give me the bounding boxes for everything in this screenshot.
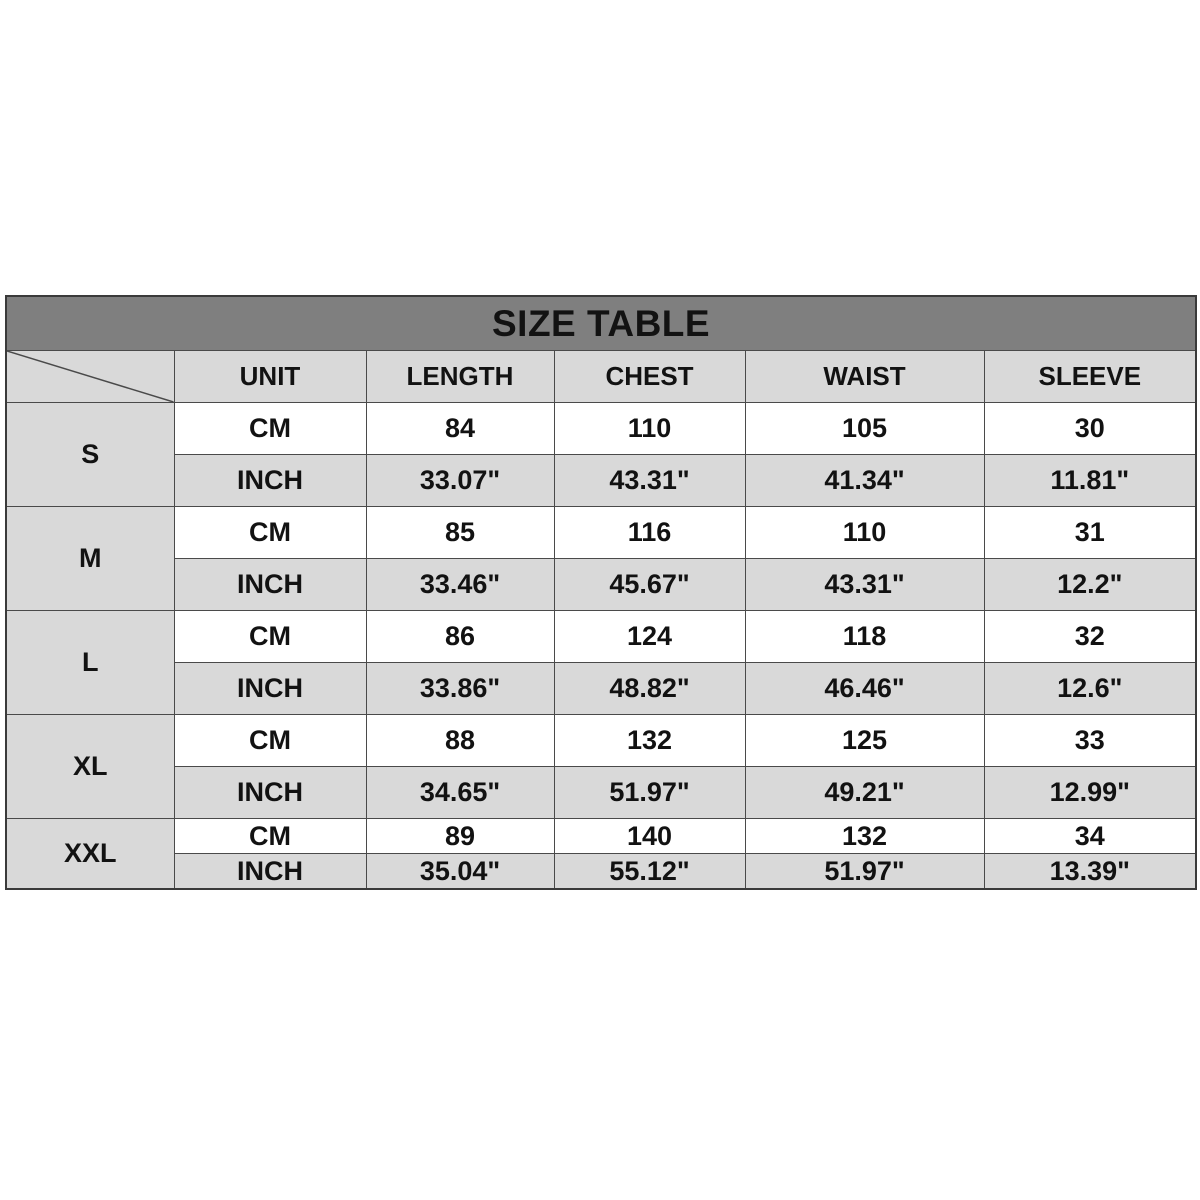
cell-xxl-cm-sleeve: 34 [984,819,1196,854]
cell-m-cm-sleeve: 31 [984,507,1196,559]
col-header-unit: UNIT [174,351,366,403]
cell-s-inch-length: 33.07" [366,455,554,507]
size-label-xl: XL [6,715,174,819]
diagonal-line-icon [7,351,174,402]
title-row [6,296,1196,351]
size-label-m: M [6,507,174,611]
table-row [6,715,1196,767]
cell-l-inch-length: 33.86" [366,663,554,715]
unit-label: INCH [174,455,366,507]
cell-s-cm-waist: 105 [745,403,984,455]
cell-l-inch-sleeve: 12.6" [984,663,1196,715]
cell-xl-inch-sleeve: 12.99" [984,767,1196,819]
unit-label: INCH [174,854,366,890]
cell-xl-cm-waist: 125 [745,715,984,767]
cell-s-cm-chest: 110 [554,403,745,455]
table-row [6,559,1196,611]
cell-xxl-cm-waist: 132 [745,819,984,854]
table-row [6,854,1196,890]
col-header-waist: WAIST [745,351,984,403]
table-row [6,819,1196,854]
header-row [6,351,1196,403]
cell-s-inch-chest: 43.31" [554,455,745,507]
unit-label: CM [174,715,366,767]
cell-xxl-cm-length: 89 [366,819,554,854]
corner-cell [6,351,174,403]
cell-l-inch-chest: 48.82" [554,663,745,715]
cell-l-cm-sleeve: 32 [984,611,1196,663]
cell-xl-inch-waist: 49.21" [745,767,984,819]
table-row [6,403,1196,455]
size-label-xxl: XXL [6,819,174,890]
size-label-l: L [6,611,174,715]
table-row [6,663,1196,715]
table-row [6,507,1196,559]
table-row [6,455,1196,507]
cell-s-inch-waist: 41.34" [745,455,984,507]
cell-m-inch-waist: 43.31" [745,559,984,611]
cell-xl-cm-chest: 132 [554,715,745,767]
cell-xl-inch-length: 34.65" [366,767,554,819]
cell-m-cm-chest: 116 [554,507,745,559]
cell-xxl-inch-length: 35.04" [366,854,554,890]
unit-label: INCH [174,663,366,715]
unit-label: CM [174,819,366,854]
cell-m-cm-length: 85 [366,507,554,559]
col-header-chest: CHEST [554,351,745,403]
table-row [6,767,1196,819]
cell-m-inch-chest: 45.67" [554,559,745,611]
cell-m-inch-sleeve: 12.2" [984,559,1196,611]
cell-s-inch-sleeve: 11.81" [984,455,1196,507]
cell-l-cm-length: 86 [366,611,554,663]
cell-xl-inch-chest: 51.97" [554,767,745,819]
unit-label: CM [174,611,366,663]
cell-xxl-cm-chest: 140 [554,819,745,854]
cell-xl-cm-sleeve: 33 [984,715,1196,767]
cell-l-inch-waist: 46.46" [745,663,984,715]
table-row [6,611,1196,663]
cell-xxl-inch-chest: 55.12" [554,854,745,890]
size-table-grid [5,295,1197,890]
unit-label: INCH [174,559,366,611]
cell-m-cm-waist: 110 [745,507,984,559]
table-title: SIZE TABLE [6,296,1196,351]
cell-xxl-inch-waist: 51.97" [745,854,984,890]
size-table [5,295,1195,890]
cell-s-cm-length: 84 [366,403,554,455]
cell-xl-cm-length: 88 [366,715,554,767]
unit-label: CM [174,403,366,455]
size-label-s: S [6,403,174,507]
cell-m-inch-length: 33.46" [366,559,554,611]
col-header-sleeve: SLEEVE [984,351,1196,403]
cell-xxl-inch-sleeve: 13.39" [984,854,1196,890]
cell-s-cm-sleeve: 30 [984,403,1196,455]
unit-label: INCH [174,767,366,819]
cell-l-cm-chest: 124 [554,611,745,663]
cell-l-cm-waist: 118 [745,611,984,663]
unit-label: CM [174,507,366,559]
col-header-length: LENGTH [366,351,554,403]
